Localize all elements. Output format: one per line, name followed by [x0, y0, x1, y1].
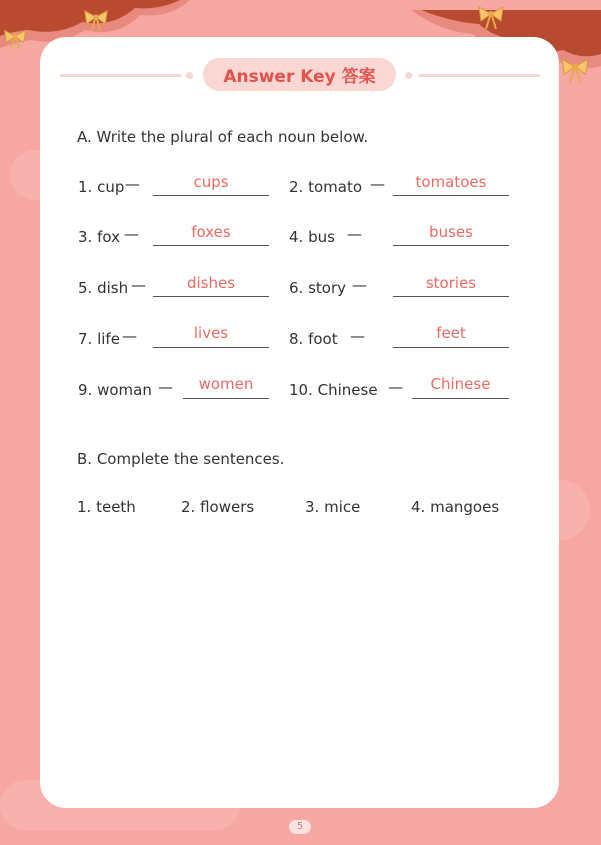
- answer-blank: [153, 245, 269, 246]
- answer-blank: [153, 347, 269, 348]
- sentence-answer: 4. mangoes: [411, 498, 500, 516]
- question-label: 9. woman: [78, 381, 152, 399]
- dash: —: [352, 276, 367, 294]
- question-label: 4. bus: [289, 228, 335, 246]
- dash: —: [125, 175, 140, 193]
- answer-blank: [412, 398, 509, 399]
- dash: —: [158, 378, 173, 396]
- page-number: 5: [289, 820, 311, 834]
- answer-blank: [393, 347, 509, 348]
- answer-blank: [153, 195, 269, 196]
- sentence-answer: 1. teeth: [77, 498, 136, 516]
- answer-text: Chinese: [430, 375, 491, 393]
- answer-blank: [153, 296, 269, 297]
- bow-icon: [559, 54, 591, 86]
- dash: —: [388, 378, 403, 396]
- title-rule-dot: [186, 72, 193, 79]
- answer-blank: [183, 398, 269, 399]
- dash: —: [124, 225, 139, 243]
- question-label: 1. cup: [78, 178, 125, 196]
- answer-blank: [393, 296, 509, 297]
- question-label: 3. fox: [78, 228, 120, 246]
- answer-text: cups: [193, 173, 229, 191]
- worksheet-card: [40, 37, 559, 808]
- section-a-heading: A. Write the plural of each noun below.: [77, 128, 369, 146]
- title-rule-right: [418, 74, 540, 77]
- answer-text: tomatoes: [415, 173, 487, 191]
- question-label: 10. Chinese: [289, 381, 378, 399]
- dash: —: [350, 327, 365, 345]
- sentence-answer: 3. mice: [305, 498, 361, 516]
- answer-text: stories: [425, 274, 477, 292]
- bow-icon: [2, 26, 28, 52]
- dash: —: [122, 327, 137, 345]
- bow-icon: [476, 2, 506, 32]
- page-title: Answer Key 答案: [223, 67, 376, 87]
- title-rule-left: [60, 74, 182, 77]
- answer-text: buses: [429, 223, 473, 241]
- answer-text: feet: [436, 324, 466, 342]
- question-label: 7. life: [78, 330, 120, 348]
- answer-text: foxes: [191, 223, 231, 241]
- sentence-answer: 2. flowers: [181, 498, 255, 516]
- answer-text: women: [198, 375, 254, 393]
- question-label: 5. dish: [78, 279, 129, 297]
- answer-blank: [393, 245, 509, 246]
- title-rule-dot: [405, 72, 412, 79]
- answer-text: dishes: [186, 274, 236, 292]
- section-b-heading: B. Complete the sentences.: [77, 450, 285, 468]
- dash: —: [370, 175, 385, 193]
- question-label: 2. tomato: [289, 178, 363, 196]
- dash: —: [347, 225, 362, 243]
- answer-blank: [393, 195, 509, 196]
- question-label: 8. foot: [289, 330, 338, 348]
- question-label: 6. story: [289, 279, 346, 297]
- dash: —: [131, 276, 146, 294]
- answer-text: lives: [193, 324, 229, 342]
- bow-icon: [82, 6, 110, 34]
- title-banner: [203, 58, 396, 91]
